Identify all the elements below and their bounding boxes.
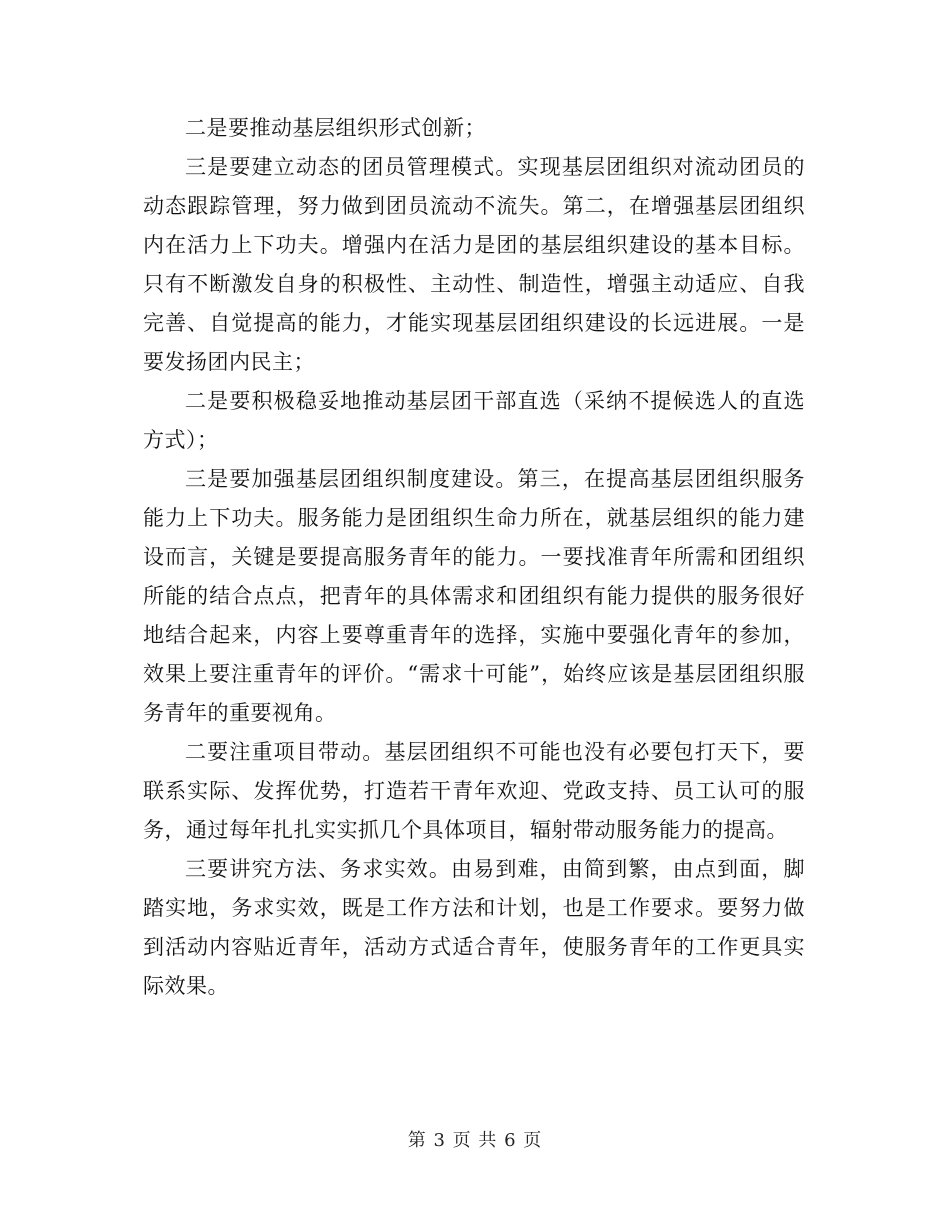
paragraph: 二要注重项目带动。基层团组织不可能也没有必要包打天下，要联系实际、发挥优势，打造若干青年欢迎、党政支持、员工认可的服务，通过每年扎扎实实抓几个具体项目，辐射带动服务能力的提高。 (143, 740, 805, 842)
paragraph: 三是要加强基层团组织制度建设。第三，在提高基层团组织服务能力上下功夫。服务能力是团组织生命力所在，就基层组织的能力建设而言，关键是要提高服务青年的能力。一要找准青年所需和团组织所能的结合点点，把青年的具体需求和团组织有能力提供的服务很好地结合起来，内容上要尊重青年的选择，实施中要强化青年的参加，效果上要注重青年的评价。“需求十可能”，始终应该是基层团组织服务青年的重要视角。 (143, 467, 805, 725)
paragraph: 二是要推动基层组织形式创新； (185, 116, 486, 140)
paragraph: 三是要建立动态的团员管理模式。实现基层团组织对流动团员的动态跟踪管理，努力做到团员流动不流失。第二，在增强基层团组织内在活力上下功夫。增强内在活力是团的基层组织建设的基本目标。只有不断激发自身的积极性、主动性、制造性，增强主动适应、自我完善、自觉提高的能力，才能实现基层团组织建设的长远进展。一是要发扬团内民主； (143, 155, 805, 374)
paragraph: 三要讲究方法、务求实效。由易到难，由简到繁，由点到面，脚踏实地，务求实效，既是工作方法和计划，也是工作要求。要努力做到活动内容贴近青年，活动方式适合青年，使服务青年的工作更具实际效果。 (143, 857, 805, 998)
document-body (143, 109, 805, 1006)
paragraph: 二是要积极稳妥地推动基层团干部直选（采纳不提候选人的直选方式）； (143, 389, 805, 452)
page-number-footer: 第 3 页 共 6 页 (407, 1130, 543, 1151)
